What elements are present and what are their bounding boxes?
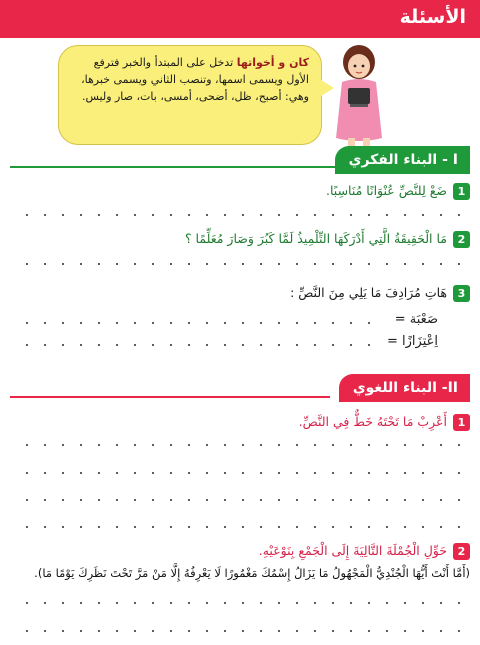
question-number: 2 [453,231,470,248]
answer-line [18,344,370,346]
answer-line [18,214,462,216]
question-number: 2 [453,543,470,560]
answer-line [18,602,462,604]
section2-heading: II- البناء اللغوي [339,374,470,402]
question-number: 1 [453,183,470,200]
answer-line [18,444,462,446]
section1-rule [10,166,340,168]
question-text: أَعْرِبْ مَا تَحْتَهُ خَطٌّ فِي النَّصِّ. [298,414,447,429]
question-text: هَاتِ مُرَادِفَ مَا يَلِي مِنَ النَّصِّ : [290,285,447,300]
sentence-to-transform: (أَمَّا أَنْتَ أَيُّهَا الْجُنْدِيُّ الْمَجْهُولُ مَا يَزَالُ إِسْمُكَ مَغْمُورًا لَا يَعْرِفُهُ إِلَّا مَنْ مَرَّ تَحْتَ نَظَرِكَ يَوْمًا مَا). [34,566,470,580]
synonym-item-2: اِعْتِزَازًا = [387,334,438,349]
answer-line [18,472,462,474]
grammar-note-bubble [58,45,322,145]
section2-rule [10,396,330,398]
question-2-2 [259,543,470,560]
answer-line [18,322,370,324]
girl-illustration [328,42,390,150]
answer-line [18,263,462,265]
answer-line [18,499,462,501]
question-1-2 [185,231,470,248]
answer-line [18,630,462,632]
answer-line [18,526,462,528]
synonym-item-1: صَعْبَة = [394,312,438,327]
question-number: 1 [453,414,470,431]
bubble-bold-term: كان و أخواتها [236,56,309,69]
question-1-3 [290,285,470,302]
bubble-text: تدخل على المبتدأ والخبر فترفع الأول ويسمى اسمها، وتنصب الثاني ويسمى خبرها، وهي: أصبح، ظل، أضحى، أمسى، بات، صار وليس. [81,56,309,103]
page-title: الأسئلة [399,6,466,28]
question-text: حَوِّلِ الْجُمْلَةَ التَّالِيَةَ إِلَى الْجَمْعِ بِنَوْعَيْهِ. [258,543,447,558]
question-text: مَا الْحَقِيقَةُ الَّتِي أَدْرَكَهَا التِّلْمِيذُ لَمَّا كَبُرَ وَصَارَ مُعَلِّمًا ؟ [184,231,447,246]
question-text: ضَعْ لِلنَّصِّ عُنْوَانًا مُنَاسِبًا. [326,183,447,198]
question-1-1 [326,183,470,200]
section1-heading: I - البناء الفكري [335,146,470,174]
question-2-1 [299,414,470,431]
question-number: 3 [453,285,470,302]
